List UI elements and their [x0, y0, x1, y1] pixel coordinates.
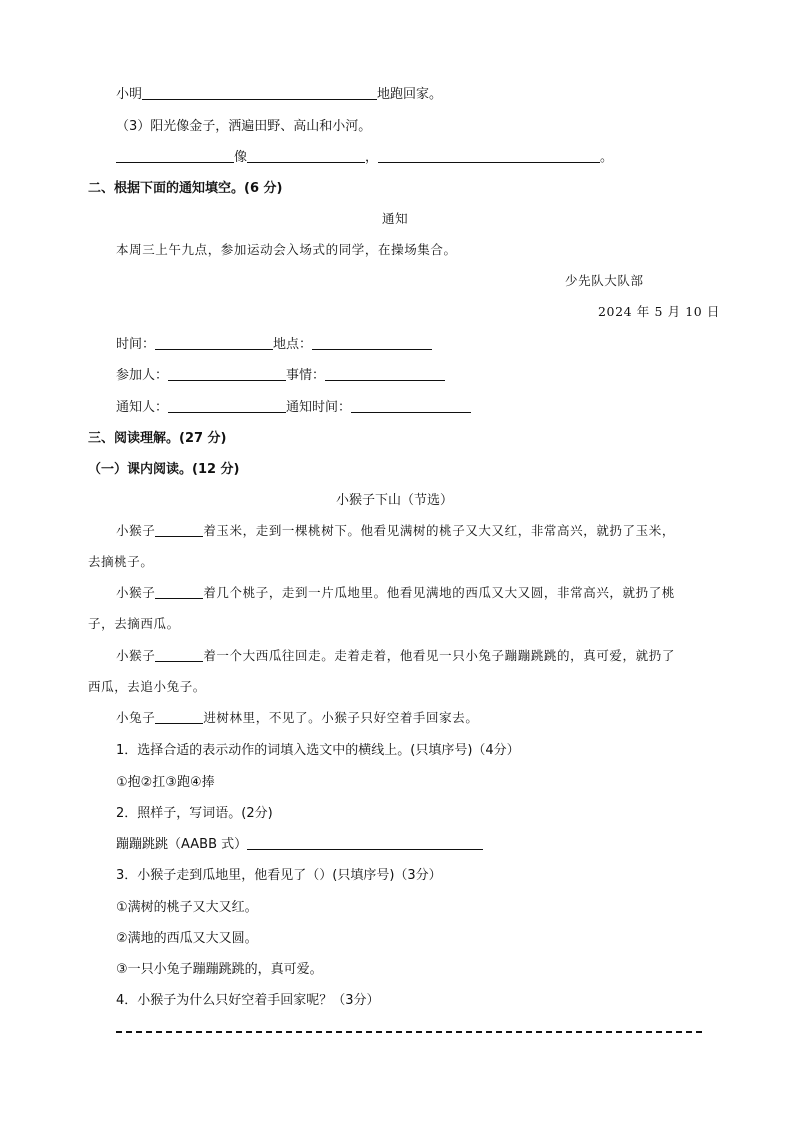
line1-prefix: 小明 [116, 87, 143, 102]
notifier-blank[interactable] [168, 398, 286, 413]
para2-subject: 小猴子 [116, 585, 156, 600]
field-time-label: 时间： [116, 337, 156, 352]
para1-text: 着玉米，走到一棵桃树下。他看见满树的桃子又大又红，非常高兴，就扔了玉米， [203, 523, 675, 538]
field-participants-label: 参加人： [116, 368, 169, 383]
line1-suffix: 地跑回家。 [377, 87, 443, 102]
field-place-label: 地点： [273, 337, 313, 352]
passage-para2-line1 [116, 583, 675, 601]
field-row-notifier-time [116, 396, 471, 415]
question-1: 1．选择合适的表示动作的词填入选文中的横线上。(只填序号)（4分） [116, 743, 520, 758]
q3-sentence: （3）阳光像金子，洒遍田野、高山和小河。 [116, 119, 372, 134]
para3-text: 着一个大西瓜往回走。走着走着，他看见一只小兔子蹦蹦跳跳的，真可爱，就扔了 [203, 648, 675, 663]
para4-blank[interactable] [155, 709, 203, 724]
time-blank[interactable] [155, 335, 273, 350]
para2-blank[interactable] [155, 584, 203, 599]
question-3: 3．小猴子走到瓜地里，他看见了（）(只填序号)（3分） [116, 868, 442, 883]
para4-text: 进树林里，不见了。小猴子只好空着手回家去。 [203, 710, 479, 725]
section3-title: 三、阅读理解。(27 分) [88, 431, 227, 446]
section2-title: 二、根据下面的通知填空。(6 分) [88, 181, 283, 196]
answer-line-xiaoming [116, 83, 442, 102]
question-2-example: 蹦蹦跳跳（AABB 式） [116, 837, 248, 852]
para2-text: 着几个桃子，走到一片瓜地里。他看见满地的西瓜又大又圆，非常高兴，就扔了桃 [203, 585, 675, 600]
notice-body: 本周三上午九点，参加运动会入场式的同学，在操场集合。 [116, 242, 457, 257]
field-matter-label: 事情： [286, 368, 326, 383]
q3-answer-end: 。 [600, 150, 614, 165]
passage-para1-line1 [116, 521, 675, 539]
field-row-participants-matter [116, 364, 445, 383]
notice-title: 通知 [382, 211, 409, 226]
question-3-option-3: ③一只小兔子蹦蹦跳跳的，真可爱。 [116, 962, 323, 977]
question-4: 4．小猴子为什么只好空着手回家呢？（3分） [116, 993, 380, 1008]
matter-blank[interactable] [325, 366, 445, 381]
q2-answer-blank[interactable] [247, 835, 483, 850]
notice-time-blank[interactable] [351, 398, 471, 413]
answer-blank[interactable] [378, 148, 600, 163]
answer-blank[interactable] [142, 85, 377, 100]
field-notifier-label: 通知人： [116, 400, 169, 415]
notice-date: 2024 年 5 月 10 日 [598, 304, 721, 319]
passage-para4 [116, 708, 478, 726]
passage-para2-line2: 子，去摘西瓜。 [88, 616, 180, 631]
question-2: 2．照样子，写词语。(2分) [116, 806, 273, 821]
question-3-option-2: ②满地的西瓜又大又圆。 [116, 931, 258, 946]
section3-sub1: （一）课内阅读。(12 分) [88, 462, 240, 477]
field-row-time-place [116, 333, 432, 352]
field-notice-time-label: 通知时间： [286, 400, 352, 415]
answer-blank[interactable] [116, 148, 234, 163]
passage-para3-line2: 西瓜，去追小兔子。 [88, 679, 206, 694]
para1-subject: 小猴子 [116, 523, 156, 538]
question-2-answer-line [116, 833, 483, 852]
question-1-options: ①抱②扛③跑④捧 [116, 775, 215, 790]
para4-subject: 小兔子 [116, 710, 156, 725]
para1-blank[interactable] [155, 522, 203, 537]
notice-sender: 少先队大队部 [565, 273, 644, 288]
place-blank[interactable] [312, 335, 432, 350]
para3-blank[interactable] [155, 647, 203, 662]
question-3-option-1: ①满树的桃子又大又红。 [116, 900, 258, 915]
passage-para1-line2: 去摘桃子。 [88, 554, 154, 569]
para3-subject: 小猴子 [116, 648, 156, 663]
q3-answer-comma: ， [365, 150, 379, 165]
q3-answer-mid: 像 [234, 150, 248, 165]
question-4-answer-line[interactable] [116, 1031, 702, 1033]
participants-blank[interactable] [168, 366, 286, 381]
passage-para3-line1 [116, 646, 675, 664]
q3-answer-line [116, 146, 613, 165]
passage-title: 小猴子下山（节选） [336, 493, 454, 508]
answer-blank[interactable] [247, 148, 365, 163]
